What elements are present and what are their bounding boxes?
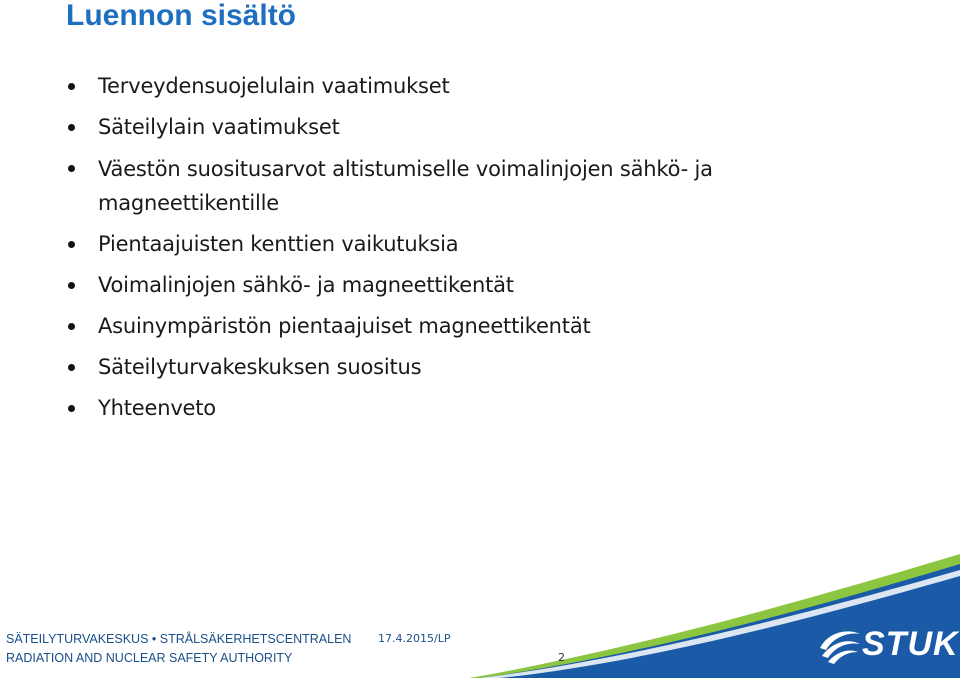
bullet-icon (68, 83, 75, 90)
bullet-icon (68, 282, 75, 289)
list-item: Pientaajuisten kenttien vaikutuksia (66, 228, 826, 261)
page-number: 2 (558, 651, 565, 664)
list-item: Voimalinjojen sähkö- ja magneettikentät (66, 269, 826, 302)
bullet-icon (68, 241, 75, 248)
bullet-icon (68, 323, 75, 330)
footer-date: 17.4.2015/LP (378, 632, 451, 645)
slide-title: Luennon sisältö (66, 0, 297, 32)
bullet-icon (68, 405, 75, 412)
list-item: Asuinympäristön pientaajuiset magneettikentät (66, 310, 826, 343)
list-item: Terveydensuojelulain vaatimukset (66, 70, 826, 103)
bullet-list (66, 70, 826, 433)
list-item: Säteilyturvakeskuksen suositus (66, 351, 826, 384)
list-item: Yhteenveto (66, 392, 826, 425)
footer-authority-name: RADIATION AND NUCLEAR SAFETY AUTHORITY (6, 651, 293, 665)
list-item: Säteilylain vaatimukset (66, 111, 826, 144)
bullet-icon (68, 124, 75, 131)
list-item: Väestön suositusarvot altistumiselle voimalinjojen sähkö- ja magneettikentille (66, 152, 826, 220)
bullet-icon (68, 165, 75, 172)
footer-org-name: SÄTEILYTURVAKESKUS • STRÅLSÄKERHETSCENTRALEN (6, 632, 352, 646)
bullet-icon (68, 364, 75, 371)
stuk-logo-text: STUK (862, 625, 959, 663)
